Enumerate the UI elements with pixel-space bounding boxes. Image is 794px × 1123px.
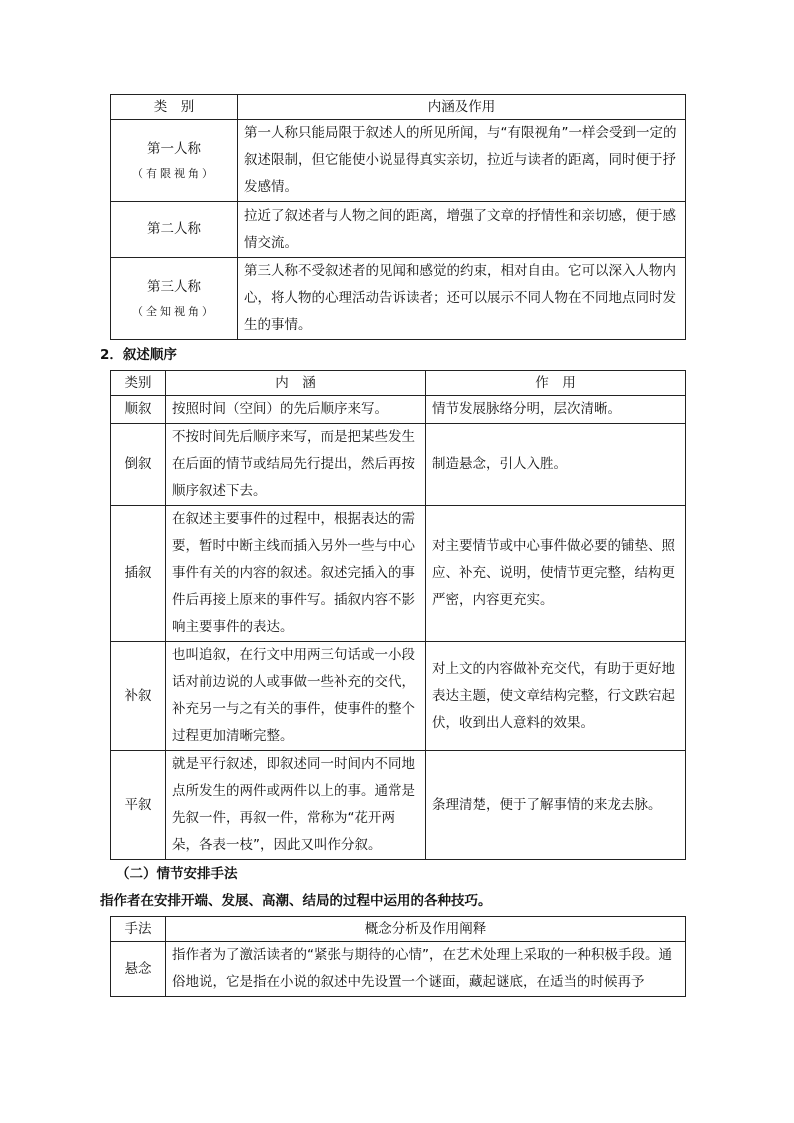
- table-header-row: [111, 917, 686, 942]
- person-type-cell: [111, 120, 238, 202]
- column-header: 手法: [111, 917, 166, 942]
- person-subtype: （全知视角）: [132, 305, 216, 318]
- order-type: 补叙: [111, 642, 166, 751]
- table-row: [111, 424, 686, 506]
- order-type: 顺叙: [111, 396, 166, 424]
- column-header: 概念分析及作用阐释: [166, 917, 686, 942]
- person-type: 第三人称: [147, 279, 201, 295]
- table-row: [111, 396, 686, 424]
- table-header-row: [111, 371, 686, 396]
- column-header: 内涵及作用: [238, 95, 686, 120]
- order-type: 倒叙: [111, 424, 166, 506]
- section-heading-plot: （二）情节安排手法: [116, 866, 238, 882]
- table-row: [111, 202, 686, 258]
- plot-table: [110, 916, 686, 997]
- person-type: 第二人称: [111, 202, 238, 258]
- order-meaning: 在叙述主要事件的过程中，根据表达的需要，暂时中断主线而插入另外一些与中心事件有关的内容的叙述。叙述完插入的事件后再接上原来的事件写。插叙内容不影响主要事件的表达。: [166, 506, 426, 642]
- order-type: 插叙: [111, 506, 166, 642]
- person-table: [110, 94, 686, 340]
- person-desc: 拉近了叙述者与人物之间的距离，增强了文章的抒情性和亲切感，便于感情交流。: [238, 202, 686, 258]
- person-subtype: （有限视角）: [132, 167, 216, 180]
- table-row: [111, 642, 686, 751]
- column-header: 内 涵: [166, 371, 426, 396]
- table-row: [111, 506, 686, 642]
- order-meaning: 也叫追叙，在行文中用两三句话或一小段话对前边说的人或事做一些补充的交代，补充另一与之有关的事件，使事件的整个过程更加清晰完整。: [166, 642, 426, 751]
- person-type-cell: [111, 258, 238, 340]
- plot-type: 悬念: [111, 942, 166, 997]
- table-row: [111, 942, 686, 997]
- order-effect: 情节发展脉络分明，层次清晰。: [426, 396, 686, 424]
- table-row: [111, 258, 686, 340]
- column-header: 作 用: [426, 371, 686, 396]
- section-heading-order: 2．叙述顺序: [100, 347, 177, 363]
- plot-desc: 指作者为了激活读者的“紧张与期待的心情”，在艺术处理上采取的一种积极手段。通俗地说，它是指在小说的叙述中先设置一个谜面，藏起谜底，在适当的时候再予: [166, 942, 686, 997]
- column-header: 类别: [111, 371, 166, 396]
- person-desc: 第三人称不受叙述者的见闻和感觉的约束，相对自由。它可以深入人物内心，将人物的心理活动告诉读者；还可以展示不同人物在不同地点同时发生的事情。: [238, 258, 686, 340]
- table-header-row: [111, 95, 686, 120]
- order-meaning: 就是平行叙述，即叙述同一时间内不同地点所发生的两件或两件以上的事。通常是先叙一件，再叙一件，常称为“花开两朵，各表一枝”，因此又叫作分叙。: [166, 751, 426, 860]
- person-desc: 第一人称只能局限于叙述人的所见所闻，与“有限视角”一样会受到一定的叙述限制，但它能使小说显得真实亲切，拉近与读者的距离，同时便于抒发感情。: [238, 120, 686, 202]
- order-effect: 制造悬念，引人入胜。: [426, 424, 686, 506]
- order-effect: 条理清楚，便于了解事情的来龙去脉。: [426, 751, 686, 860]
- order-meaning: 按照时间（空间）的先后顺序来写。: [166, 396, 426, 424]
- order-meaning: 不按时间先后顺序来写，而是把某些发生在后面的情节或结局先行提出，然后再按顺序叙述下去。: [166, 424, 426, 506]
- order-table: [110, 370, 686, 860]
- column-header: 类 别: [111, 95, 238, 120]
- table-row: [111, 120, 686, 202]
- person-type: 第一人称: [147, 141, 201, 157]
- order-effect: 对主要情节或中心事件做必要的铺垫、照应、补充、说明，使情节更完整，结构更严密，内容更充实。: [426, 506, 686, 642]
- order-type: 平叙: [111, 751, 166, 860]
- plot-intro: 指作者在安排开端、发展、高潮、结局的过程中运用的各种技巧。: [100, 893, 492, 909]
- table-row: [111, 751, 686, 860]
- order-effect: 对上文的内容做补充交代，有助于更好地表达主题，使文章结构完整，行文跌宕起伏，收到出人意料的效果。: [426, 642, 686, 751]
